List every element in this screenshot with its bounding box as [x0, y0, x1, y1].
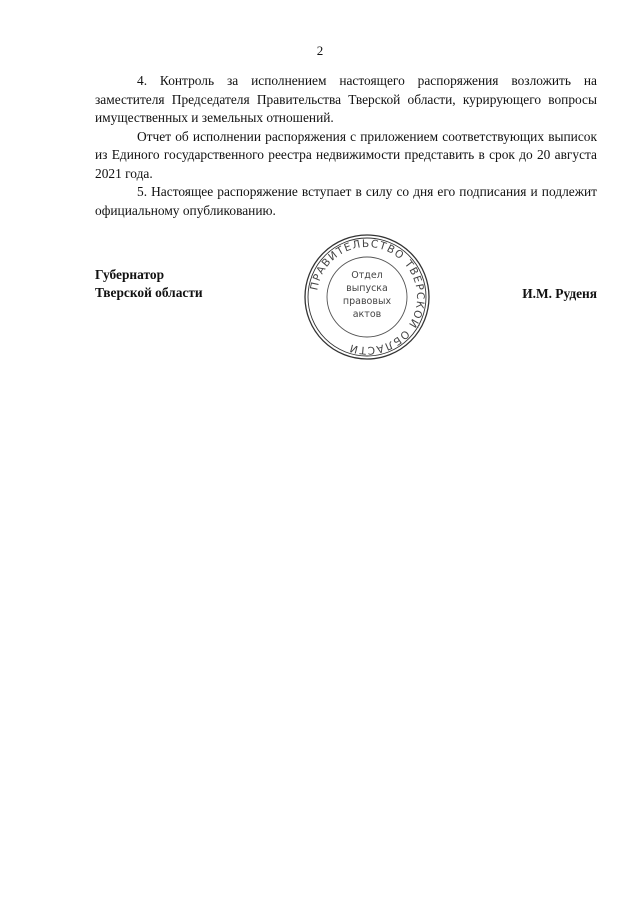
seal-inner-line-4: актов [352, 309, 382, 320]
seal-inner-line-2: выпуска [346, 283, 388, 294]
signer-region: Тверской области [95, 285, 203, 300]
signer-position: Губернатор [95, 267, 165, 282]
paragraph-report: Отчет об исполнении распоряжения с приложением соответствующих выписок из Единого государственного реестра недвижимости представить в срок до 20 августа 2021 года. [95, 128, 597, 181]
page-number: 2 [316, 43, 324, 58]
seal-inner-line-3: правовых [342, 296, 392, 307]
paragraph-entry-into-force: 5. Настоящее распоряжение вступает в силу со дня его подписания и подлежит официальному опубликованию. [95, 184, 597, 218]
seal-inner-line-1: Отдел [351, 270, 383, 281]
signer-name: И.М. Руденя [522, 286, 597, 301]
seal-outer-textpath: ПРАВИТЕЛЬСТВО ТВЕРСКОЙ ОБЛАСТИ [308, 237, 427, 357]
official-seal-stamp [303, 233, 431, 361]
document-body [95, 72, 597, 220]
signer-title [95, 266, 203, 302]
paragraph-control: 4. Контроль за исполнением настоящего распоряжения возложить на заместителя Председателя Правительства Тверской области, курирующего вопросы имущественных и земельных отношений. [95, 73, 597, 125]
